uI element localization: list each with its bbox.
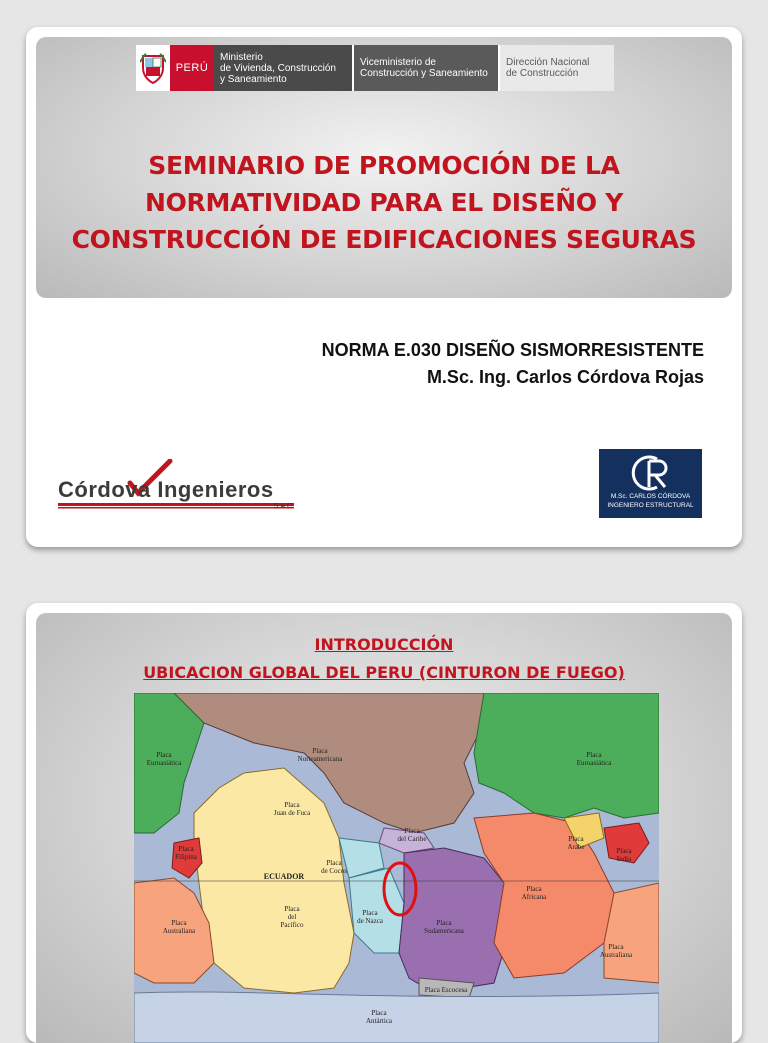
cr-monogram-icon [627,453,673,493]
cordova-ingenieros-logo [58,459,298,511]
cr-logo-line2: INGENIERO ESTRUCTURAL [607,502,694,509]
tectonic-plates-map [134,693,659,1043]
coat-of-arms-icon [136,45,170,91]
svg-text:PlacaArabe: Placa Arabe [567,835,585,851]
ministerio-line: y Saneamiento [220,73,287,85]
seminar-title [36,147,732,258]
ministerio-line: Ministerio [220,51,263,63]
location-heading: UBICACION GLOBAL DEL PERU (CINTURON DE FUEGO) [143,663,625,682]
svg-text:PlacadelPacífico: Placa del Pacífico [280,905,304,929]
norma-title: NORMA E.030 DISEÑO SISMORRESISTENTE [321,340,704,360]
intro-slide [26,603,742,1043]
title-banner [36,37,732,298]
ministerio-line: de Vivienda, Construcción [220,62,336,74]
svg-text:Placadel Caribe: Placa del Caribe [397,827,427,843]
svg-text:PlacaAfricana: Placa Africana [521,885,547,901]
intro-heading: INTRODUCCIÓN [314,635,454,654]
government-logo-strip [136,45,614,91]
svg-text:PlacaFilipina: Placa Filipina [175,845,197,861]
viceministerio-line: Viceministerio de [360,57,436,68]
viceministerio-label [354,45,500,91]
peru-label: PERÚ [170,45,214,91]
direccion-line: Dirección Nacional [506,57,590,68]
svg-text:PlacaAustraliana: Placa Australiana [162,919,196,935]
svg-text:PlacaEuroasiática: Placa Euroasiática [576,751,612,767]
cr-logo-line1: M.Sc. CARLOS CÓRDOVA [610,493,691,500]
viceministerio-line: Construcción y Saneamiento [360,68,488,79]
title-line: CONSTRUCCIÓN DE EDIFICACIONES SEGURAS [71,225,697,254]
title-slide [26,27,742,547]
title-line: NORMATIVIDAD PARA EL DISEÑO Y [144,188,624,217]
svg-text:Placa Escocesa: Placa Escocesa [424,986,468,994]
intro-banner [36,613,732,1043]
cr-engineer-logo [599,449,702,518]
svg-text:PlacaAntártica: Placa Antártica [365,1009,393,1025]
author-name: M.Sc. Ing. Carlos Córdova Rojas [426,367,704,387]
svg-text:ECUADOR: ECUADOR [263,872,305,881]
svg-text:PlacaJuan de Fuca: Placa Juan de Fuca [273,801,311,817]
svg-text:PlacaAustraliana: Placa Australiana [599,943,633,959]
svg-text:Placade Cocos: Placa de Cocos [321,859,347,875]
cordova-logo-text: Córdova Ingenieros [58,477,274,502]
direccion-label [500,45,614,91]
title-line: SEMINARIO DE PROMOCIÓN DE LA [148,151,620,180]
cordova-logo-suffix: S.A.C. [273,503,294,510]
svg-text:Placade Nazca: Placa de Nazca [357,909,383,925]
svg-text:PlacaSudamericana: Placa Sudamericana [424,919,464,935]
svg-text:PlacaIndia: Placa India [616,847,632,863]
ministerio-label [214,45,354,91]
svg-text:PlacaNorteamericana: Placa Norteamericana [297,747,343,763]
svg-text:PlacaEuroasiática: Placa Euroasiática [146,751,182,767]
direccion-line: de Construcción [506,68,579,79]
subtitle [322,337,704,391]
